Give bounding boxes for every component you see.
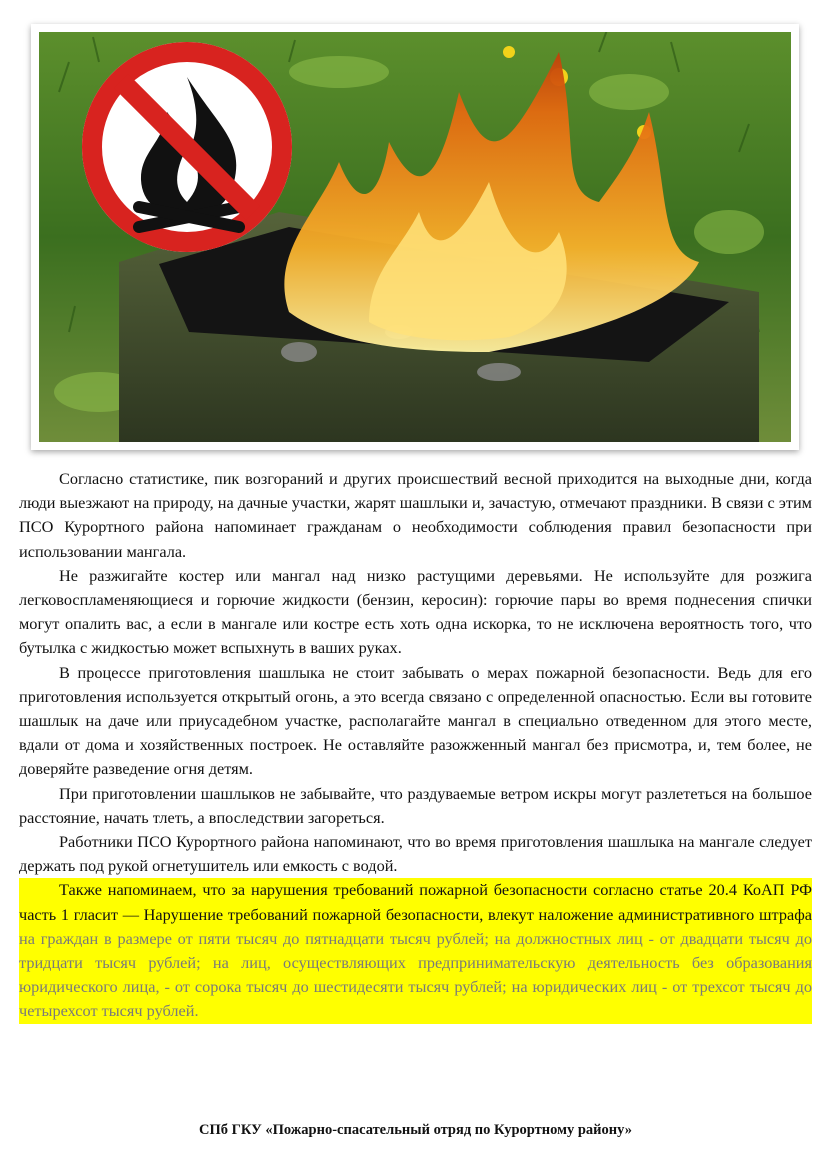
illustration-frame <box>31 24 799 450</box>
paragraph-extinguisher: Работники ПСО Курортного района напоминают, что во время приготовления шашлыка на мангале следует держать под рукой огнетушитель или емкость с водой. <box>19 832 812 876</box>
highlighted-fines-paragraph <box>19 878 812 1023</box>
burning-grill-photo <box>39 32 791 442</box>
paragraph-statistics: Согласно статистике, пик возгораний и других происшествий весной приходится на выходные дни, когда люди выезжают на природу, на дачные участки, жарят шашлыки и, зачастую, отмечают праздники. В связи с этим ПСО Курортного района напоминает гражданам о необходимости соблюдения правил безопасности при использовании мангала. <box>19 469 812 561</box>
paragraph-sparks: При приготовлении шашлыков не забывайте, что раздуваемые ветром искры могут разлететься на большое расстояние, начать тлеть, а впоследствии загореться. <box>19 783 812 827</box>
burning-grill-icon <box>39 32 791 442</box>
no-campfire-sign-icon <box>82 42 292 252</box>
footer-organization: СПб ГКУ «Пожарно-спасательный отряд по Курортному району» <box>199 1122 632 1138</box>
paragraph-ignition-warning: Не разжигайте костер или мангал над низко растущими деревьями. Не используйте для розжига легковоспламеняющиеся и горючие жидкости (бензин, керосин): горючие пары во время поднесения спички могут опалить вас, а если в мангале или костре есть хоть одна искорка, то не исключена вероятность того, что бутылка с жидкостью может вспыхнуть в ваших руках. <box>19 565 812 658</box>
paragraph-fire-safety: В процессе приготовления шашлыка не стоит забывать о мерах пожарной безопасности. Ведь для его приготовления используется открытый огонь, а это всегда связано с определенной опасностью. Если вы готовите шашлык на даче или приусадебном участке, располагайте мангал в специально отведенном для этого месте, вдали от дома и хозяйственных построек. Не оставляйте разожженный мангал без присмотра, и, тем более, не доверяйте разведение огня детям. <box>19 662 812 779</box>
fines-amounts-text: на граждан в размере от пяти тысяч до пятнадцати тысяч рублей; на должностных лиц - от двадцати тысяч до тридцати тысяч рублей; на лиц, осуществляющих предпринимательскую деятельность без образования юридического лица, - от сорока тысяч до шестидесяти тысяч рублей; на юридических лиц - от трехсот тысяч до четырехсот тысяч рублей. <box>19 928 812 1021</box>
article-body <box>19 467 812 1024</box>
fines-lead-text: Также напоминаем, что за нарушения требований пожарной безопасности согласно статье 20.4 КоАП РФ часть 1 гласит — Нарушение требований пожарной безопасности, влекут наложение административного штрафа <box>19 880 812 924</box>
